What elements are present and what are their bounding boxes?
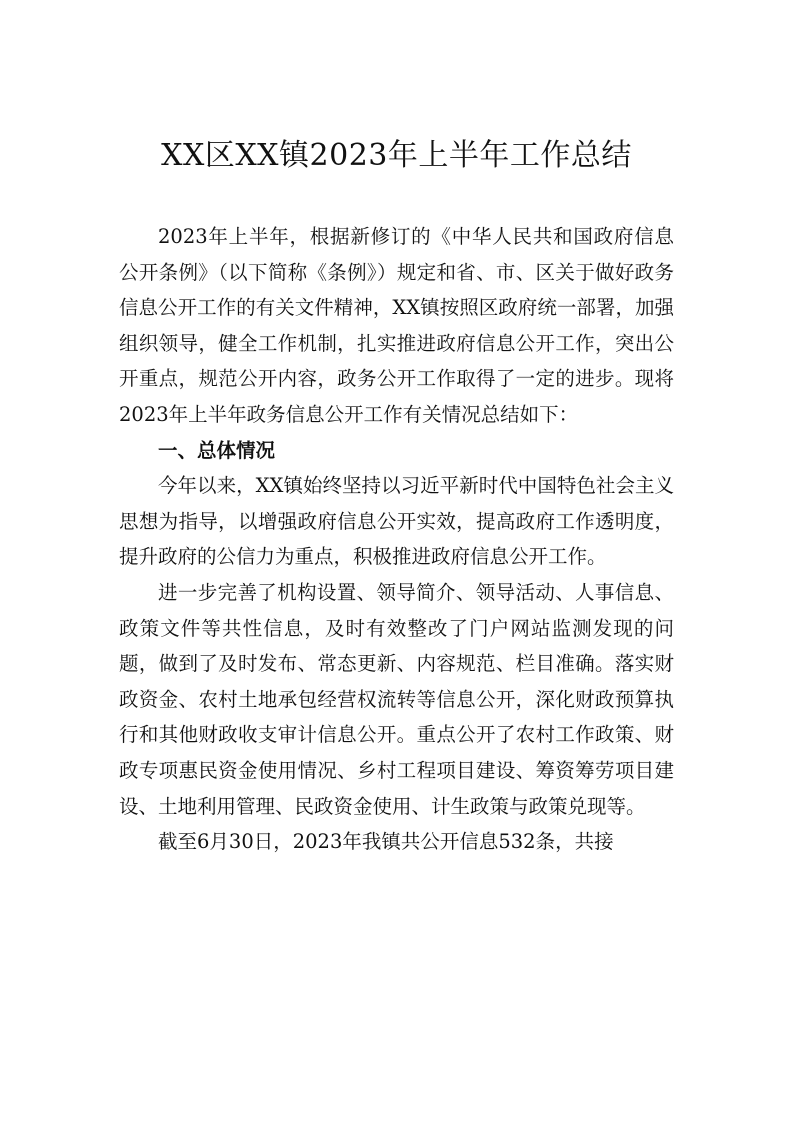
section-heading-overview: 一、总体情况 xyxy=(158,438,276,462)
measures-paragraph: 进一步完善了机构设置、领导简介、领导活动、人事信息、政策文件等共性信息，及时有效整改了门户网站监测发现的问题，做到了及时发布、常态更新、内容规范、栏目准确。落实财政资金、农村土地承包经营权流转等信息公开，深化财政预算执行和其他财政收支审计信息公开。重点公开了农村工作政策、财政专项惠民资金使用情况、乡村工程项目建设、筹资筹劳项目建设、土地利用管理、民政资金使用、计生政策与政策兑现等。 xyxy=(119,580,674,818)
statistics-paragraph: 截至6月30日，2023年我镇共公开信息532条，共接 xyxy=(158,830,614,854)
document-body xyxy=(119,219,674,860)
overview-paragraph: 今年以来，XX镇始终坚持以习近平新时代中国特色社会主义思想为指导，以增强政府信息公开实效，提高政府工作透明度，提升政府的公信力为重点，积极推进政府信息公开工作。 xyxy=(119,474,674,569)
document-title: XX区XX镇2023年上半年工作总结 xyxy=(161,138,632,173)
intro-paragraph: 2023年上半年，根据新修订的《中华人民共和国政府信息公开条例》（以下简称《条例》）规定和省、市、区关于做好政务信息公开工作的有关文件精神，XX镇按照区政府统一部署，加强组织领导，健全工作机制，扎实推进政府信息公开工作，突出公开重点，规范公开内容，政务公开工作取得了一定的进步。现将2023年上半年政务信息公开工作有关情况总结如下： xyxy=(119,225,674,426)
